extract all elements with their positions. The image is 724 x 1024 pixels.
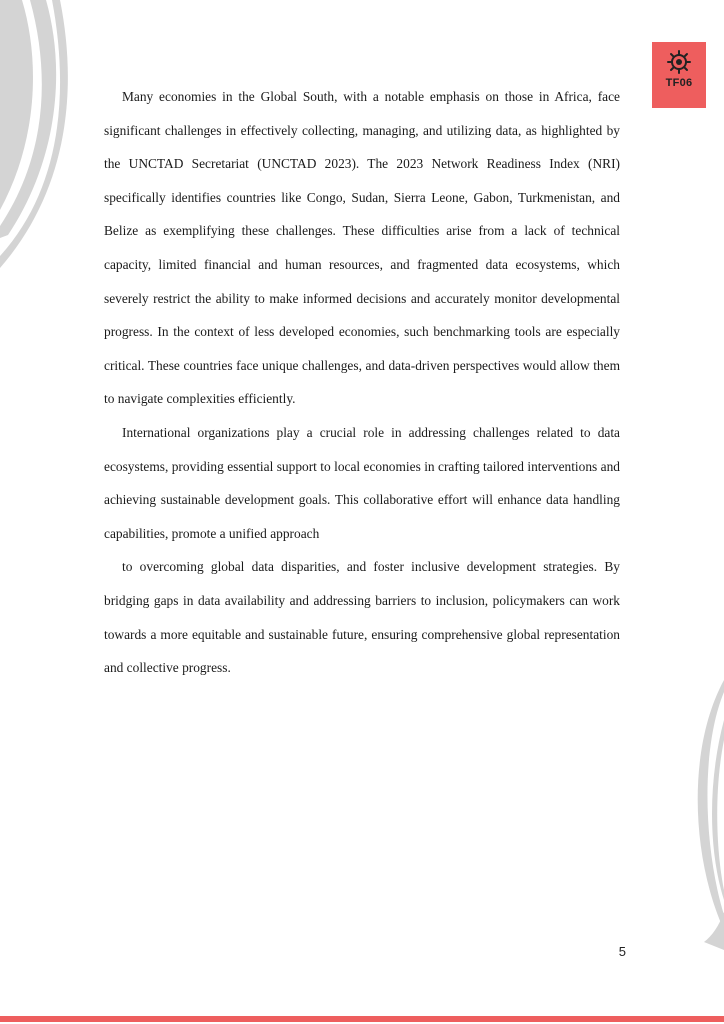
footer-bar — [0, 1016, 724, 1022]
body-text — [104, 80, 620, 685]
decorative-arcs-right — [674, 680, 724, 950]
paragraph: Many economies in the Global South, with a notable emphasis on those in Africa, face significant challenges in effectively collecting, managing, and utilizing data, as highlighted by the UNCTAD Secretariat (UNCTAD 2023). The 2023 Network Readiness Index (NRI) specifically identifies countries like Congo, Sudan, Sierra Leone, Gabon, Turkmenistan, and Belize as exemplifying these challenges. These difficulties arise from a lack of technical capacity, limited financial and human resources, and fragmented data ecosystems, which severely restrict the ability to make informed decisions and accurately monitor developmental progress. In the context of less developed economies, such benchmarking tools are especially critical. These countries face unique challenges, and data-driven perspectives would allow them to navigate complexities efficiently. — [104, 89, 620, 407]
page-number: 5 — [618, 944, 626, 959]
badge-label: TF06 — [665, 77, 693, 89]
paragraph: International organizations play a crucial role in addressing challenges related to data ecosystems, providing essential support to local economies in crafting tailored interventions and achieving sustainable development goals. This collaborative effort will enhance data handling capabilities, promote a unified approach — [104, 424, 620, 541]
gear-globe-icon — [666, 50, 692, 74]
decorative-arcs-left — [0, 0, 90, 280]
paragraph: to overcoming global data disparities, and foster inclusive development strategies. By bridging gaps in data availability and addressing barriers to inclusion, policymakers can work towards a more equitable and sustainable future, ensuring comprehensive global representation and collective progress. — [104, 559, 620, 676]
tf06-badge — [652, 42, 706, 108]
